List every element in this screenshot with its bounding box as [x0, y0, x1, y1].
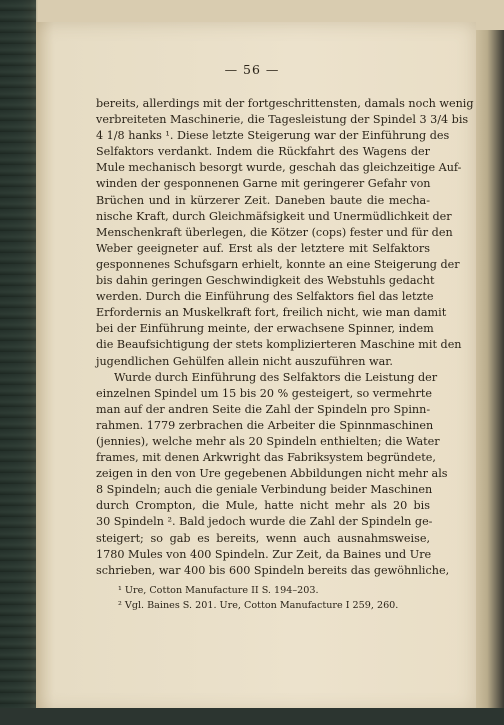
text-line: werden. Durch die Einführung des Selfaktors fiel das letzte [96, 290, 434, 304]
body-text [96, 96, 474, 579]
footnotes [118, 584, 438, 613]
text-line: bereits, allerdings mit der fortgeschrittensten, damals noch wenig [96, 97, 474, 110]
text-line: Erfordernis an Muskelkraft fort, freilich nicht, wie man damit [96, 306, 447, 320]
text-line: nische Kraft, durch Gleichmäfsigkeit und Unermüdlichkeit der [96, 209, 452, 223]
text-line: Selfaktors verdankt. Indem die Rückfahrt des Wagens der [96, 145, 430, 159]
page-number: — 56 — [224, 62, 280, 77]
text-line: Wurde durch Einführung des Selfaktors die Leistung der [114, 370, 438, 384]
text-line: einzelnen Spindel um 15 bis 20 % gesteigert, so vermehrte [96, 386, 432, 400]
text-line: frames, mit denen Arkwright das Fabriksystem begründete, [96, 451, 436, 465]
text-line: jugendlichen Gehülfen allein nicht auszuführen war. [96, 354, 393, 368]
text-line: zeigen in den von Ure gegebenen Abbildungen nicht mehr als [96, 467, 448, 481]
text-line: rahmen. 1779 zerbrachen die Arbeiter die Spinnmaschinen [96, 418, 434, 432]
footnote: ¹ Ure, Cotton Manufacture II S. 194–203. [118, 585, 319, 596]
text-line: durch Crompton, die Mule, hatte nicht mehr als 20 bis [96, 499, 430, 513]
book-binding [0, 0, 36, 725]
text-line: (jennies), welche mehr als 20 Spindeln enthielten; die Water [96, 434, 440, 448]
text-line: 4 1/8 hanks ¹. Diese letzte Steigerung war der Einführung des [96, 129, 450, 143]
text-line: steigert; so gab es bereits, wenn auch ausnahmsweise, [96, 531, 430, 545]
text-line: gesponnenes Schufsgarn erhielt, konnte an eine Steigerung der [96, 257, 460, 271]
book-bottom-edge [0, 708, 504, 725]
text-line: winden der gesponnenen Garne mit geringerer Gefahr von [96, 177, 431, 191]
text-line: 8 Spindeln; auch die geniale Verbindung beider Maschinen [96, 483, 433, 497]
text-line: Mule mechanisch besorgt wurde, geschah das gleichzeitige Auf- [96, 161, 462, 175]
text-line: bei der Einführung meinte, der erwachsene Spinner, indem [96, 322, 434, 336]
text-line: schrieben, war 400 bis 600 Spindeln bereits das gewöhnliche, [96, 563, 450, 577]
text-line: Weber geeigneter auf. Erst als der letztere mit Selfaktors [96, 241, 430, 255]
text-line: 30 Spindeln ². Bald jedoch wurde die Zahl der Spindeln ge- [96, 515, 433, 529]
page-edge [476, 30, 504, 710]
text-line: die Beaufsichtigung der stets komplizierteren Maschine mit den [96, 338, 462, 352]
text-line: verbreiteten Maschinerie, die Tagesleistung der Spindel 3 3/4 bis [96, 113, 469, 127]
text-line: bis dahin geringen Geschwindigkeit des Webstuhls gedacht [96, 274, 435, 288]
text-line: Menschenkraft überlegen, die Kötzer (cops) fester und für den [96, 225, 453, 239]
text-line: man auf der andren Seite die Zahl der Spindeln pro Spinn- [96, 402, 431, 416]
text-line: Brüchen und in kürzerer Zeit. Daneben baute die mecha- [96, 193, 430, 207]
text-line: 1780 Mules von 400 Spindeln. Zur Zeit, da Baines und Ure [96, 547, 432, 561]
footnote: ² Vgl. Baines S. 201. Ure, Cotton Manufacture I 259, 260. [118, 599, 399, 611]
